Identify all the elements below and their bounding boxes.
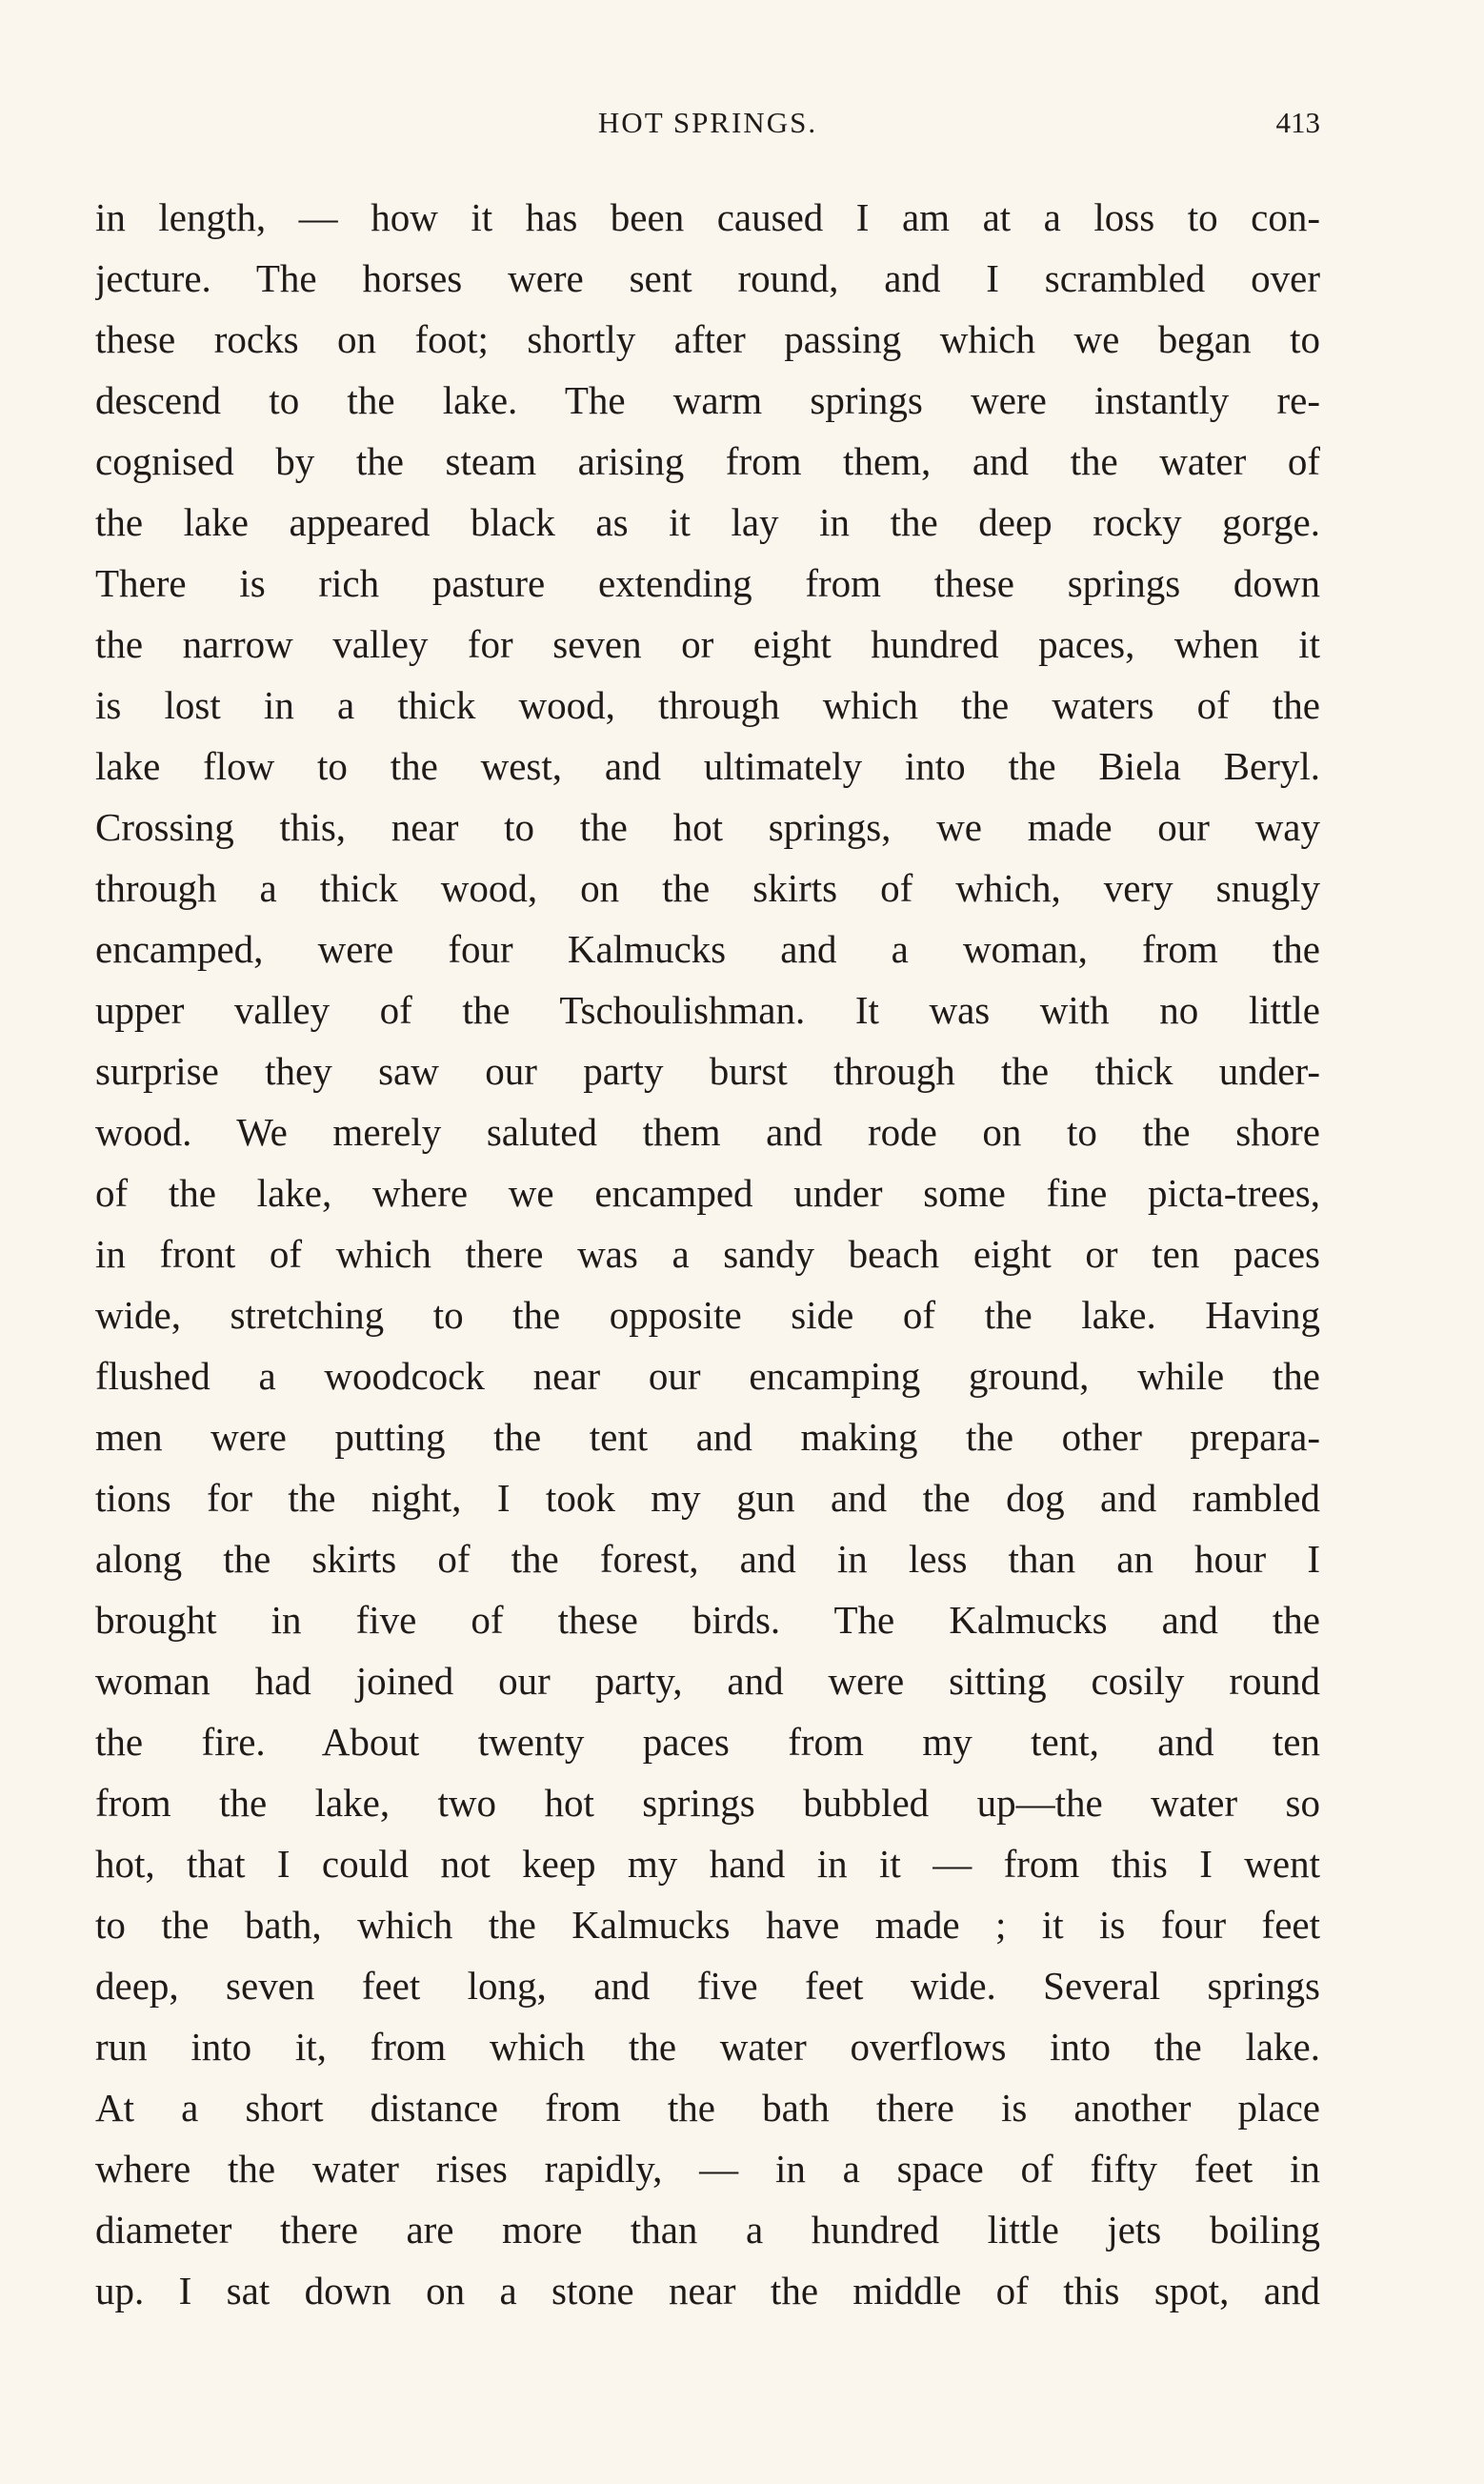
text-line: hot, that I could not keep my hand in it — from this I went (95, 1842, 1320, 1886)
text-line: from the lake, two hot springs bubbled up—the water so (95, 1781, 1320, 1825)
text-line: to the bath, which the Kalmucks have made ; it is four feet (95, 1903, 1320, 1947)
text-line: up. I sat down on a stone near the middle of this spot, and (95, 2269, 1320, 2312)
text-line: of the lake, where we encamped under some fine picta-trees, (95, 1171, 1320, 1215)
text-line: deep, seven feet long, and five feet wide. Several springs (95, 1964, 1320, 2008)
text-line: through a thick wood, on the skirts of which, very snugly (95, 866, 1320, 910)
text-line: brought in five of these birds. The Kalmucks and the (95, 1598, 1320, 1642)
text-line: wood. We merely saluted them and rode on to the shore (95, 1110, 1320, 1154)
text-line: jecture. The horses were sent round, and I scrambled over (95, 256, 1320, 300)
text-line: in front of which there was a sandy beach eight or ten paces (95, 1232, 1320, 1276)
text-line: descend to the lake. The warm springs were instantly re- (95, 378, 1320, 422)
text-line: woman had joined our party, and were sitting cosily round (95, 1659, 1320, 1703)
page-number: 413 (1275, 106, 1320, 139)
text-line: where the water rises rapidly, — in a space of fifty feet in (95, 2147, 1320, 2191)
text-line: At a short distance from the bath there is another place (95, 2086, 1320, 2130)
text-line: the narrow valley for seven or eight hundred paces, when it (95, 622, 1320, 666)
body-text (95, 187, 1320, 2321)
text-line: is lost in a thick wood, through which the waters of the (95, 683, 1320, 727)
running-title: HOT SPRINGS. (597, 106, 818, 139)
text-line: wide, stretching to the opposite side of the lake. Having (95, 1293, 1320, 1337)
text-line: cognised by the steam arising from them, and the water of (95, 439, 1320, 483)
text-line: along the skirts of the forest, and in less than an hour I (95, 1537, 1320, 1581)
text-line: encamped, were four Kalmucks and a woman, from the (95, 927, 1320, 971)
text-line: lake flow to the west, and ultimately into the Biela Beryl. (95, 744, 1320, 788)
text-line: tions for the night, I took my gun and the dog and rambled (95, 1476, 1320, 1520)
text-line: flushed a woodcock near our encamping ground, while the (95, 1354, 1320, 1398)
text-line: in length, — how it has been caused I am at a loss to con- (95, 195, 1320, 239)
text-line: the fire. About twenty paces from my tent, and ten (95, 1720, 1320, 1764)
text-line: these rocks on foot; shortly after passing which we began to (95, 317, 1320, 361)
text-line: surprise they saw our party burst through the thick under- (95, 1049, 1320, 1093)
text-line: men were putting the tent and making the other prepara- (95, 1415, 1320, 1459)
text-line: diameter there are more than a hundred little jets boiling (95, 2208, 1320, 2252)
text-line: There is rich pasture extending from these springs down (95, 561, 1320, 605)
text-line: upper valley of the Tschoulishman. It was with no little (95, 988, 1320, 1032)
text-line: the lake appeared black as it lay in the deep rocky gorge. (95, 500, 1320, 544)
text-line: Crossing this, near to the hot springs, we made our way (95, 805, 1320, 849)
running-head (95, 99, 1320, 147)
text-line: run into it, from which the water overflows into the lake. (95, 2025, 1320, 2069)
